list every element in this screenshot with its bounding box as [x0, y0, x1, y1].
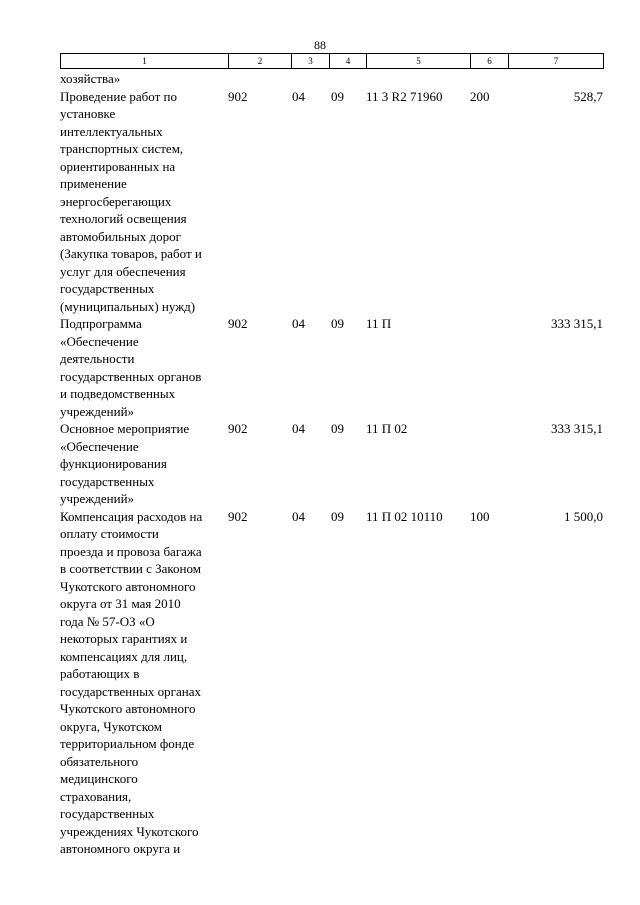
row-subsection: 09: [331, 421, 344, 436]
row-code: 902: [228, 421, 248, 436]
row-name: хозяйства»: [60, 71, 121, 86]
row-code: 902: [228, 88, 248, 104]
row-section: 04: [292, 421, 305, 436]
row-name: Подпрограмма «Обеспечение деятельности государственных органов и подведомственных учреждений»: [60, 316, 202, 419]
header-col-3: 3: [292, 54, 330, 69]
header-col-5: 5: [367, 54, 471, 69]
header-col-4: 4: [330, 54, 367, 69]
row-name: Проведение работ по установке интеллектуальных транспортных систем, ориентированных на применение энергосберегающих технологий освещения автомобильных дорог (Закупка товаров, работ и услуг для обеспечения государственных (муниципальных) нужд): [60, 88, 202, 314]
header-col-7: 7: [509, 54, 604, 69]
row-subsection: 09: [331, 508, 344, 524]
table-row: [60, 508, 603, 858]
header-col-1: 1: [61, 54, 229, 69]
row-code: 902: [228, 316, 248, 331]
budget-table-body: [60, 70, 603, 858]
row-name: Основное мероприятие «Обеспечение функционирования государственных учреждений»: [60, 421, 190, 506]
row-expense-type: 200: [470, 88, 490, 104]
row-code: 902: [228, 508, 248, 524]
header-col-6: 6: [471, 54, 509, 69]
row-subsection: 09: [331, 88, 344, 104]
row-amount: 1 500,0: [564, 508, 603, 524]
row-target-article: 11 П 02: [366, 421, 408, 436]
row-target-article: 11 П: [366, 316, 392, 331]
column-number-header: [60, 53, 604, 69]
row-amount: 528,7: [573, 88, 603, 104]
row-name: Компенсация расходов на оплату стоимости проезда и провоза багажа в соответствии с Законом Чукотского автономного округа от 31 мая 2010 года № 57-ОЗ «О некоторых гарантиях и компенсациях для лиц, работающих в государственных органах Чукотского автономного округа, Чукотском территориальном фонде обязательного медицинского страхования, государственных учреждениях Чукотского автономного округа и: [60, 508, 203, 856]
table-row: [60, 315, 603, 420]
row-section: 04: [292, 316, 305, 331]
row-target-article: 11 П 02 10110: [366, 508, 443, 524]
row-target-article: 11 3 R2 71960: [366, 88, 443, 104]
table-row: [60, 420, 603, 508]
row-section: 04: [292, 88, 305, 104]
row-expense-type: 100: [470, 508, 490, 524]
row-subsection: 09: [331, 316, 344, 331]
row-amount: 333 315,1: [551, 421, 603, 436]
table-row: [60, 88, 603, 316]
page-number: 88: [314, 38, 326, 52]
table-row: [60, 70, 603, 88]
row-amount: 333 315,1: [551, 316, 603, 331]
header-row: [61, 54, 604, 69]
row-section: 04: [292, 508, 305, 524]
header-col-2: 2: [229, 54, 292, 69]
